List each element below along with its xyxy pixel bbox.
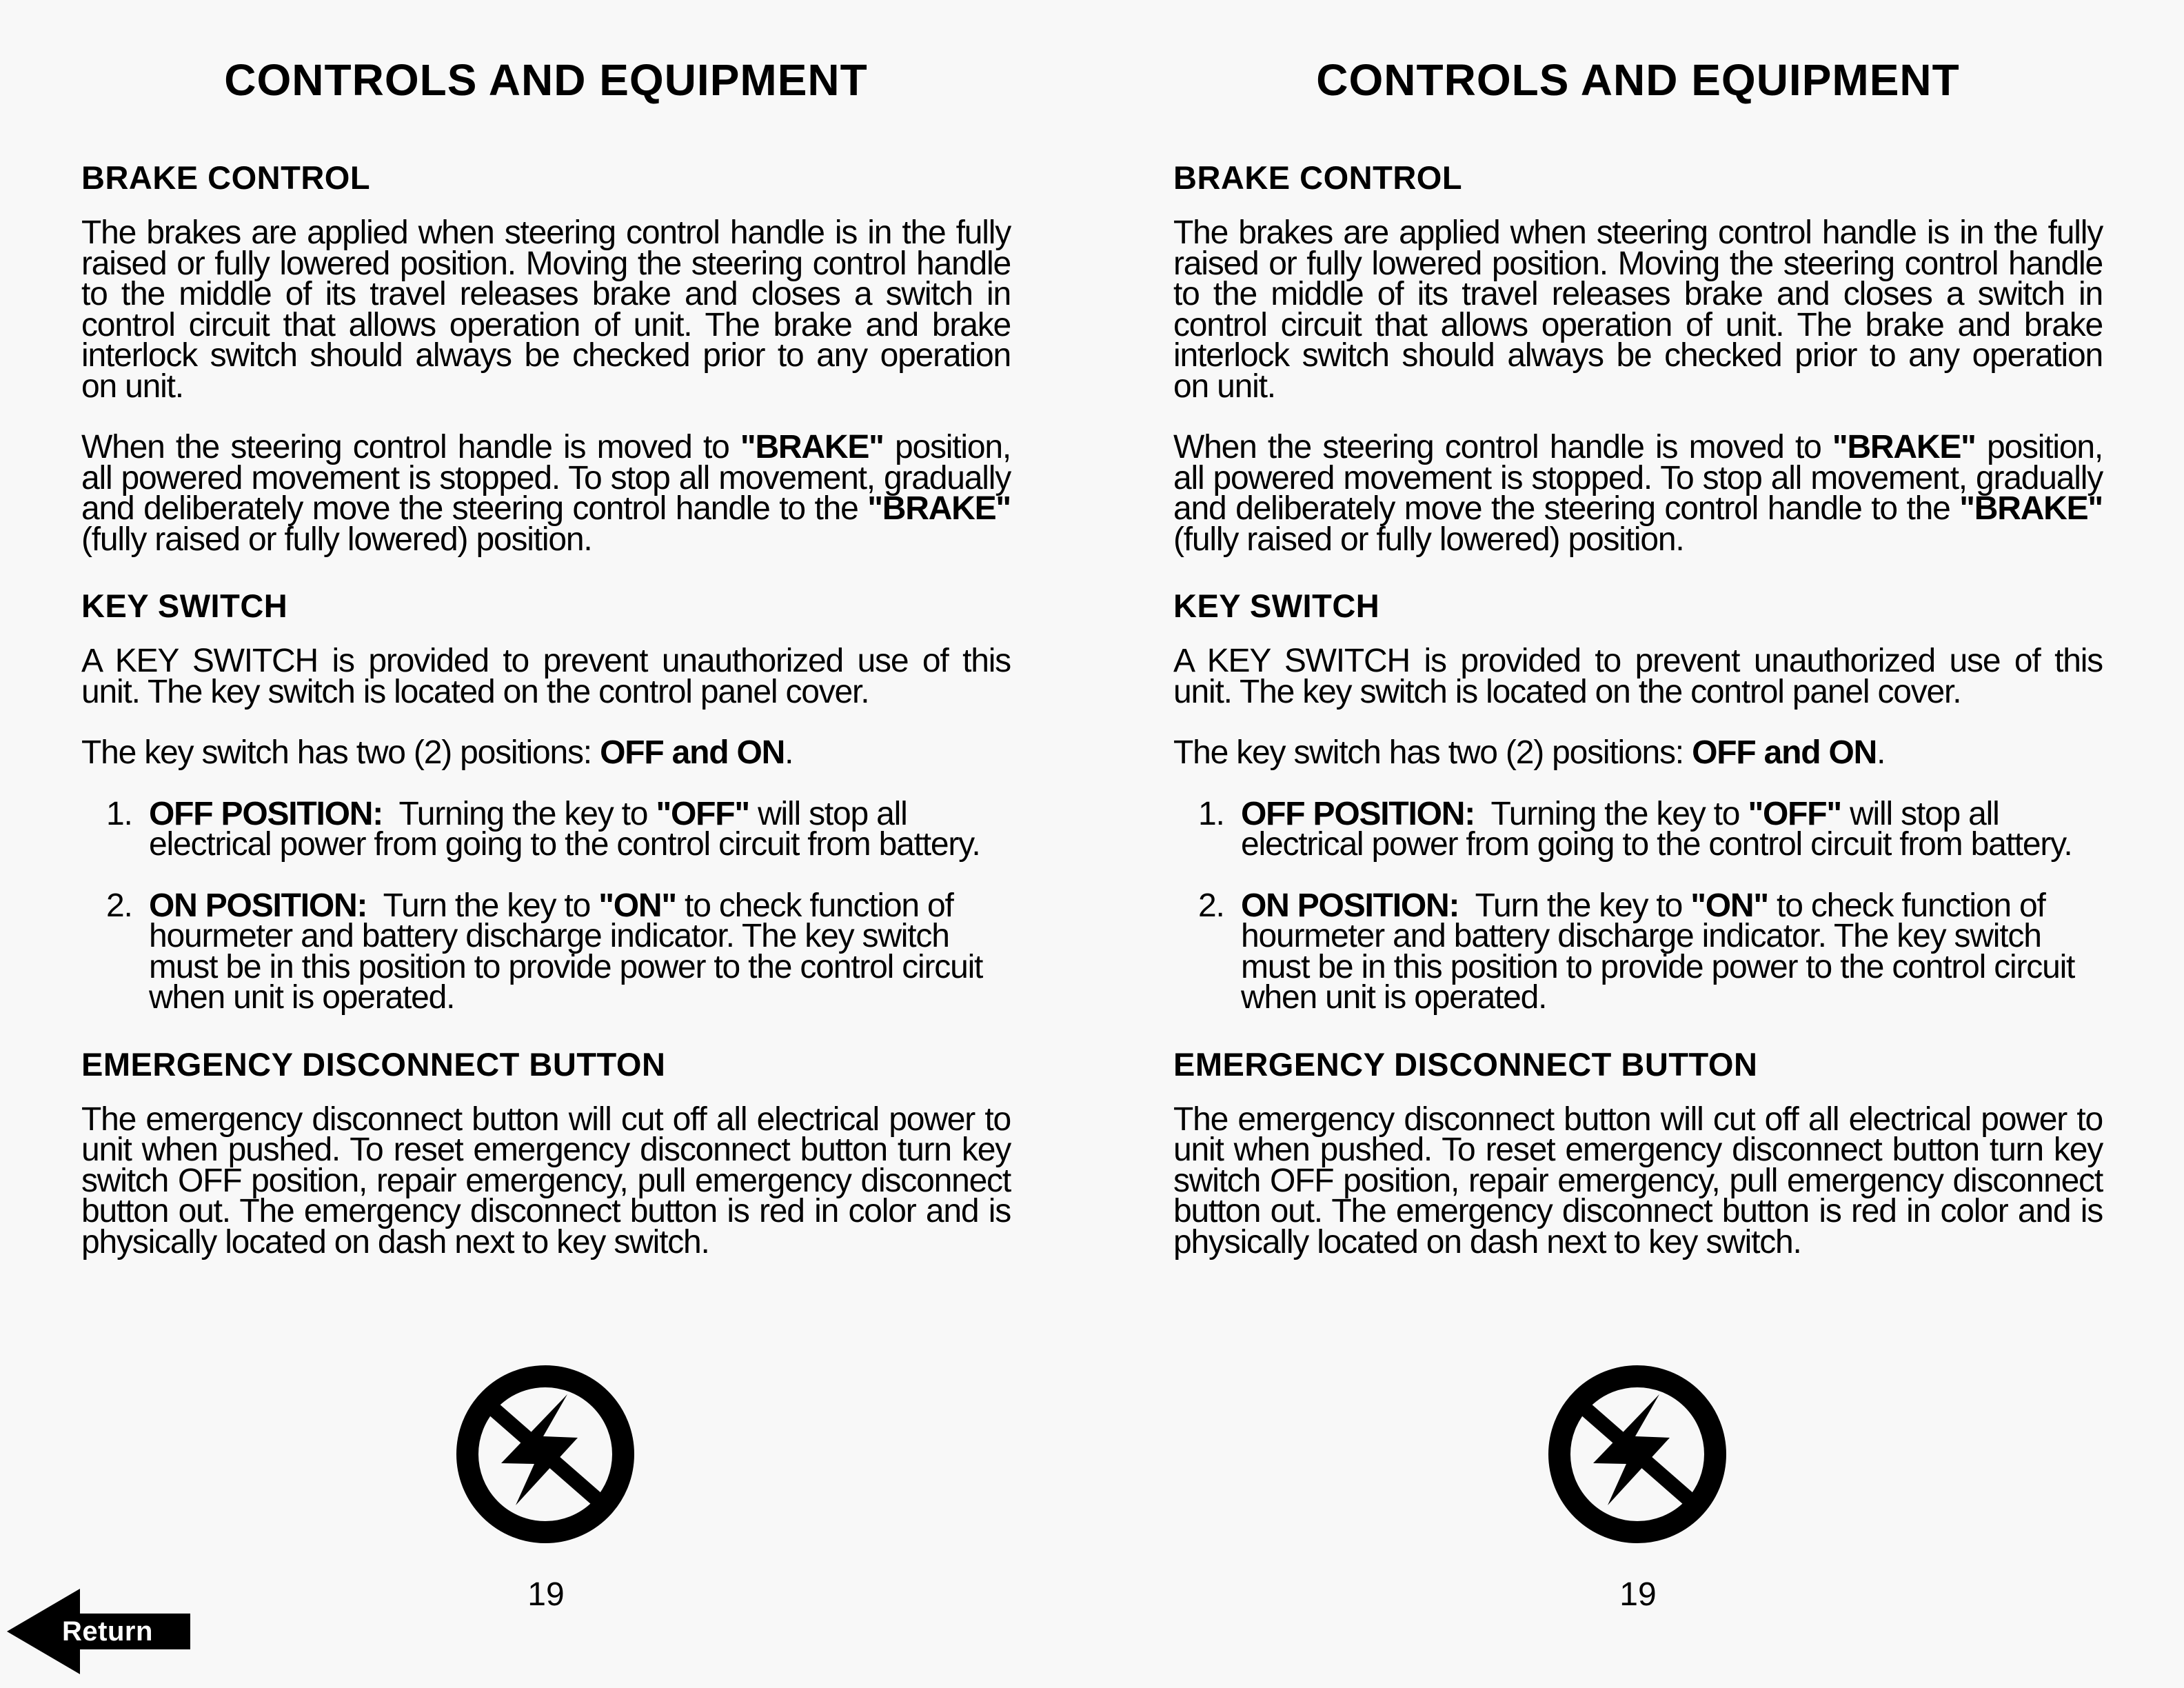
section-heading-emergency-disconnect: EMERGENCY DISCONNECT BUTTON bbox=[1173, 1045, 1758, 1083]
no-electrical-power-icon bbox=[1547, 1364, 1728, 1545]
brake-paragraph-2 bbox=[1173, 429, 2103, 558]
return-label: Return bbox=[62, 1616, 153, 1647]
list-number: 2. bbox=[106, 887, 132, 924]
list-number: 2. bbox=[1198, 887, 1224, 924]
text: Turn the key to bbox=[367, 887, 599, 924]
key-paragraph-2 bbox=[81, 734, 1011, 771]
list-label: OFF POSITION: bbox=[1241, 795, 1475, 832]
page-title: CONTROLS AND EQUIPMENT bbox=[1316, 55, 1960, 105]
page-title: CONTROLS AND EQUIPMENT bbox=[224, 55, 868, 105]
bold-text: "OFF" bbox=[656, 795, 749, 832]
text: to check function of hourmeter and battery discharge indicator. The key switch must be in this position to provide power to the control circuit when unit is operated. bbox=[1241, 887, 2075, 1016]
text: to check function of hourmeter and battery discharge indicator. The key switch must be in this position to provide power to the control circuit when unit is operated. bbox=[149, 887, 983, 1016]
list-label: ON POSITION: bbox=[149, 887, 367, 924]
list-item-on-position bbox=[81, 887, 1011, 1016]
list-item-off-position bbox=[1173, 795, 2103, 863]
text: The key switch has two (2) positions: bbox=[1173, 734, 1692, 771]
bold-text: "BRAKE" bbox=[740, 429, 884, 465]
list-item-on-position bbox=[1173, 887, 2103, 1016]
brake-paragraph-2 bbox=[81, 429, 1011, 558]
bold-text: "BRAKE" bbox=[1959, 490, 2103, 527]
bold-text: OFF and ON bbox=[1692, 734, 1877, 771]
list-label: OFF POSITION: bbox=[149, 795, 383, 832]
key-paragraph-1: A KEY SWITCH is provided to prevent unauthorized use of this unit. The key switch is located on the control panel cover. bbox=[1173, 643, 2103, 710]
brake-paragraph-1: The brakes are applied when steering control handle is in the fully raised or fully lowered position. Moving the steering control handle to the middle of its travel releases brake and closes a switch in control circuit that allows operation of unit. The brake and brake interlock switch should always be checked prior to any operation on unit. bbox=[1173, 214, 2103, 405]
text: position, all powered movement is stopped. To stop all movement, gradually and deliberately move the steering control handle to the bbox=[1173, 429, 2103, 527]
page-number: 19 bbox=[527, 1576, 565, 1613]
list-number: 1. bbox=[1198, 795, 1224, 832]
text: When the steering control handle is moved to bbox=[1173, 429, 1832, 465]
section-heading-key-switch: KEY SWITCH bbox=[81, 587, 288, 624]
section-heading-brake-control: BRAKE CONTROL bbox=[81, 159, 371, 196]
bold-text: OFF and ON bbox=[600, 734, 785, 771]
section-heading-brake-control: BRAKE CONTROL bbox=[1173, 159, 1463, 196]
text: . bbox=[785, 734, 793, 771]
page-content bbox=[1173, 157, 2103, 1288]
key-paragraph-1: A KEY SWITCH is provided to prevent unauthorized use of this unit. The key switch is located on the control panel cover. bbox=[81, 643, 1011, 710]
text: position, all powered movement is stopped. To stop all movement, gradually and deliberately move the steering control handle to the bbox=[81, 429, 1011, 527]
bold-text: "BRAKE" bbox=[1832, 429, 1976, 465]
emergency-paragraph: The emergency disconnect button will cut off all electrical power to unit when pushed. To reset emergency disconnect button turn key switch OFF position, repair emergency, pull emergency disconnect button out. The emergency disconnect button is red in color and is physically located on dash next to key switch. bbox=[1173, 1101, 2103, 1260]
page-right bbox=[1092, 0, 2184, 1688]
key-positions-list bbox=[81, 795, 1011, 1016]
text: (fully raised or fully lowered) position. bbox=[1173, 521, 1684, 558]
text: The key switch has two (2) positions: bbox=[81, 734, 600, 771]
list-label: ON POSITION: bbox=[1241, 887, 1459, 924]
bold-text: "ON" bbox=[598, 887, 676, 924]
text: . bbox=[1877, 734, 1885, 771]
text: Turning the key to bbox=[383, 795, 656, 832]
text: (fully raised or fully lowered) position. bbox=[81, 521, 592, 558]
bold-text: "OFF" bbox=[1748, 795, 1841, 832]
text: Turn the key to bbox=[1459, 887, 1691, 924]
list-number: 1. bbox=[106, 795, 132, 832]
no-electrical-power-icon bbox=[455, 1364, 636, 1545]
emergency-paragraph: The emergency disconnect button will cut off all electrical power to unit when pushed. To reset emergency disconnect button turn key switch OFF position, repair emergency, pull emergency disconnect button out. The emergency disconnect button is red in color and is physically located on dash next to key switch. bbox=[81, 1101, 1011, 1260]
page-number: 19 bbox=[1619, 1576, 1657, 1613]
section-heading-key-switch: KEY SWITCH bbox=[1173, 587, 1380, 624]
list-item-off-position bbox=[81, 795, 1011, 863]
bold-text: "BRAKE" bbox=[867, 490, 1011, 527]
brake-paragraph-1: The brakes are applied when steering control handle is in the fully raised or fully lowered position. Moving the steering control handle to the middle of its travel releases brake and closes a switch in control circuit that allows operation of unit. The brake and brake interlock switch should always be checked prior to any operation on unit. bbox=[81, 214, 1011, 405]
key-positions-list bbox=[1173, 795, 2103, 1016]
page-content bbox=[81, 157, 1011, 1288]
section-heading-emergency-disconnect: EMERGENCY DISCONNECT BUTTON bbox=[81, 1045, 666, 1083]
text: will stop all electrical power from going to the control circuit from battery. bbox=[149, 795, 980, 863]
text: Turning the key to bbox=[1475, 795, 1748, 832]
bold-text: "ON" bbox=[1690, 887, 1768, 924]
text: will stop all electrical power from going to the control circuit from battery. bbox=[1241, 795, 2072, 863]
return-button[interactable] bbox=[6, 1586, 192, 1677]
key-paragraph-2 bbox=[1173, 734, 2103, 771]
text: When the steering control handle is moved to bbox=[81, 429, 740, 465]
